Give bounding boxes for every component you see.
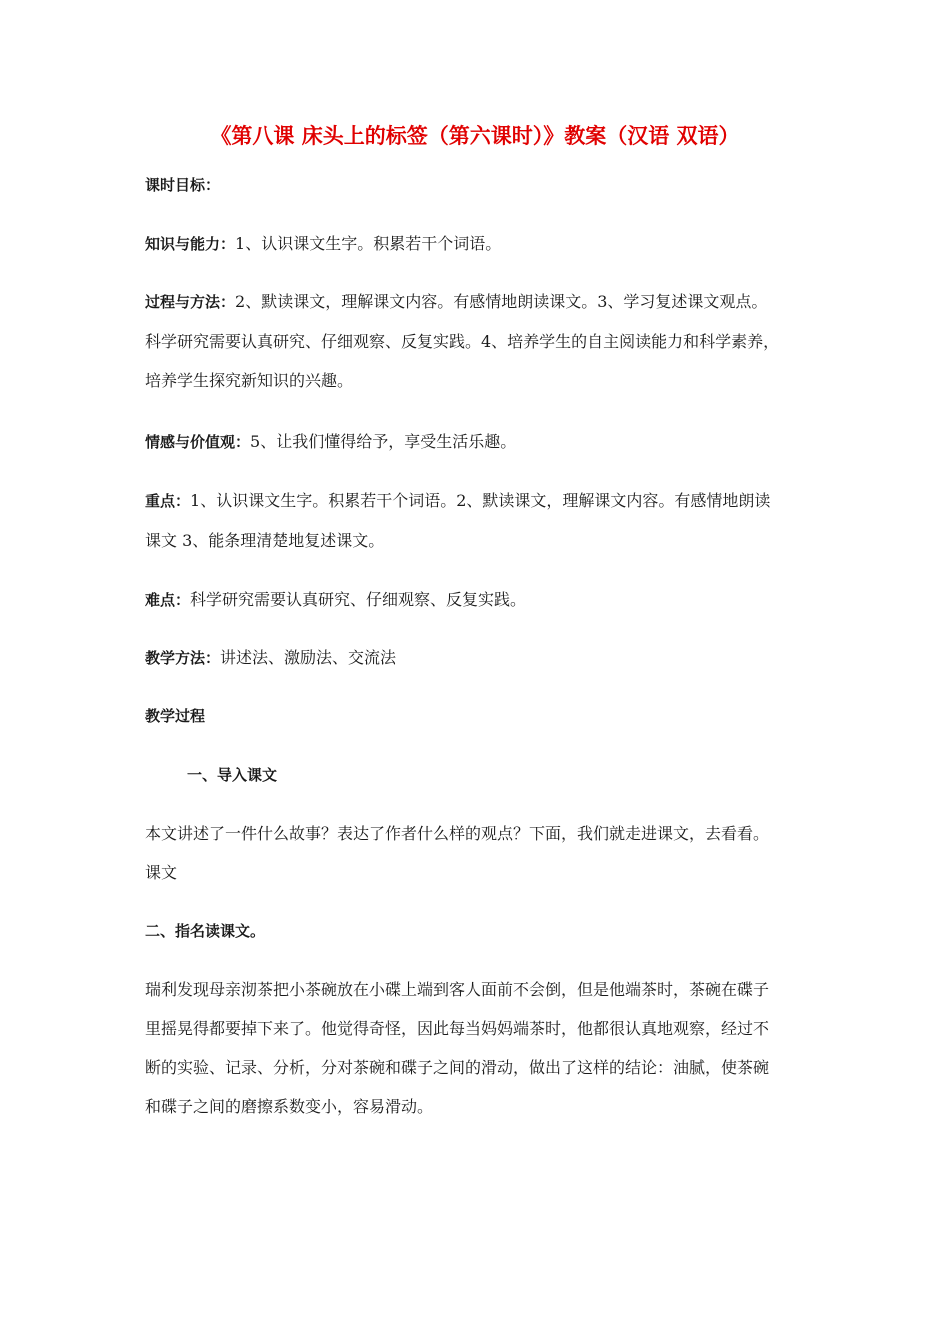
key-points-paragraph xyxy=(145,481,805,560)
knowledge-text: 1、认识课文生字。积累若干个词语。 xyxy=(235,234,502,253)
section-2-line-2: 里摇晃得都要掉下来了。他觉得奇怪，因此每当妈妈端茶时，他都很认真地观察，经过不 xyxy=(145,1019,770,1038)
section-1-line-2: 课文 xyxy=(145,863,178,882)
section-2-paragraph xyxy=(145,970,805,1126)
methods-label: 教学方法： xyxy=(145,649,221,667)
section-2-line-1: 瑞利发现母亲沏茶把小茶碗放在小碟上端到客人面前不会倒，但是他端茶时，茶碗在碟子 xyxy=(145,980,770,999)
key-points-line-2: 课文 3、能条理清楚地复述课文。 xyxy=(145,531,385,550)
knowledge-label: 知识与能力： xyxy=(145,235,236,253)
objectives-heading: 课时目标： xyxy=(145,176,221,194)
knowledge-paragraph xyxy=(145,224,805,264)
process-heading: 教学过程 xyxy=(145,707,206,725)
emotion-label: 情感与价值观： xyxy=(145,433,251,451)
process-label: 过程与方法： xyxy=(145,293,236,311)
section-1-paragraph xyxy=(145,814,805,892)
section-1-line-1: 本文讲述了一件什么故事？表达了作者什么样的观点？下面，我们就走进课文，去看看。 xyxy=(145,824,770,843)
section-2-line-4: 和碟子之间的磨擦系数变小，容易滑动。 xyxy=(145,1097,434,1116)
section-2-heading: 二、指名读课文。 xyxy=(145,922,266,940)
difficulty-text: 科学研究需要认真研究、仔细观察、反复实践。 xyxy=(190,590,527,609)
process-line-2: 科学研究需要认真研究、仔细观察、反复实践。4、培养学生的自主阅读能力和科学素养， xyxy=(145,332,780,351)
document-title: 《第八课 床头上的标签（第六课时）》教案（汉语 双语） xyxy=(210,124,740,148)
process-paragraph xyxy=(145,282,805,400)
section-1-heading: 一、导入课文 xyxy=(187,766,278,784)
difficulty-paragraph xyxy=(145,580,805,620)
emotion-text: 5、让我们懂得给予，享受生活乐趣。 xyxy=(250,432,517,451)
process-line-3: 培养学生探究新知识的兴趣。 xyxy=(145,371,354,390)
methods-text: 讲述法、激励法、交流法 xyxy=(220,648,397,667)
process-line-1: 2、默读课文，理解课文内容。有感情地朗读课文。3、学习复述课文观点。 xyxy=(235,292,768,311)
methods-paragraph xyxy=(145,638,805,678)
section-2-line-3: 断的实验、记录、分析，分对茶碗和碟子之间的滑动，做出了这样的结论：油腻，使茶碗 xyxy=(145,1058,770,1077)
key-points-line-1: 1、认识课文生字。积累若干个词语。2、默读课文，理解课文内容。有感情地朗读 xyxy=(190,491,771,510)
emotion-paragraph xyxy=(145,422,805,462)
key-points-label: 重点： xyxy=(145,492,191,510)
difficulty-label: 难点： xyxy=(145,591,191,609)
